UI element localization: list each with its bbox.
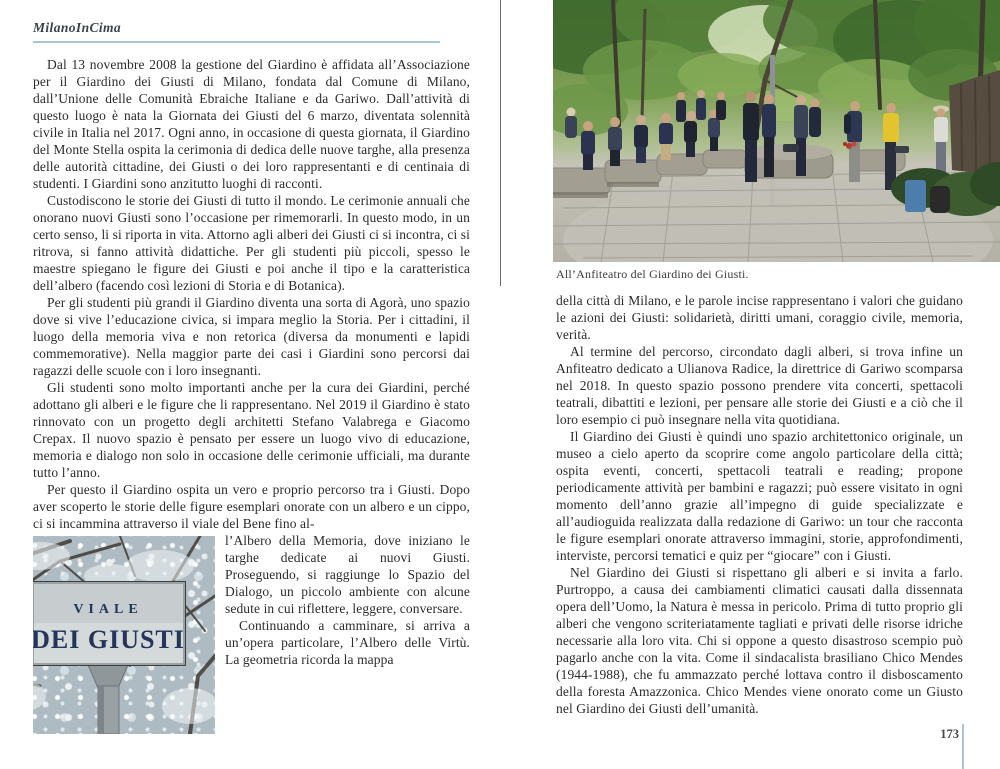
amphitheater-illustration (553, 0, 1000, 262)
paragraph: della città di Milano, e le parole incise rappresentano i valori che guidano le azioni dei Giusti: solidarietà, diritti umani, coraggio civile, memoria, verità. (556, 293, 963, 342)
page-number-rule (962, 724, 964, 769)
paragraph: Al termine del percorso, circondato dagli alberi, si trova infine un Anfiteatro dedicato a Ulianova Radice, la direttrice di Gariwo scomparsa nel 2018. In questo spazio possono prendere vita concerti, spettacoli teatrali, dibattiti e lezioni, per pensare alle storie dei Giusti e a ciò che il loro esempio ci può insegnare nella vita quotidiana. (556, 344, 963, 427)
header-rule (33, 41, 440, 43)
paragraph: Continuando a camminare, si arriva a un’opera particolare, l’Albero delle Virtù. La geometria ricorda la mappa (225, 618, 470, 667)
paragraph: Per questo il Giardino ospita un vero e proprio percorso tra i Giusti. Dopo aver scoperto le storie delle figure esemplari onorate con un albero e un cippo, ci si incammina attraverso il viale del Bene fino al- (33, 482, 470, 531)
paragraph: l’Albero della Memoria, dove iniziano le targhe dedicate ai nuovi Giusti. Proseguendo, si raggiunge lo Spazio del Dialogo, un piccolo ambiente con alcune sedute in cui riflettere, leggere, conversare. (225, 533, 470, 616)
page-number: 173 (940, 727, 959, 741)
sign-line1: VIALE (73, 602, 143, 617)
gutter-rule (500, 0, 501, 286)
paragraph: Il Giardino dei Giusti è quindi uno spazio architettonico originale, un museo a cielo aperto da scoprire come angolo particolare della città; ospita eventi, concerti, spettacoli teatrali e reading; propone periodicamente attività per bambini e ragazzi; può essere visitato in ogni momento dell’anno grazie all’impegno di guide specializzate e all’audioguida realizzata dalla redazione di Gariwo: un tour che racconta le figure esemplari onorate attraverso immagini, storie, approfondimenti, interviste, percorsi tematici e quiz per “giocare” con i Giusti. (556, 429, 963, 563)
sign-line2: DEI GIUSTI (31, 625, 185, 654)
right-page-body (556, 292, 963, 717)
sign-photo-illustration (33, 536, 215, 734)
amphitheater-photo (553, 0, 1000, 262)
paragraph: Gli studenti sono molto importanti anche per la cura dei Giardini, perché adottano gli alberi e le figure che li rappresentano. Nel 2019 il Giardino è stato rinnovato con un progetto degli architetti Stefano Valabrega e Giacomo Crepax. Il nuovo spazio è pensato per essere un luogo vivo di educazione, memoria e dialogo non solo in occasione delle cerimonie ufficiali, ma durante tutto l’anno. (33, 380, 470, 480)
paragraph: Dal 13 novembre 2008 la gestione del Giardino è affidata all’Associazione per il Giardino dei Giusti di Milano, fondata dal Comune di Milano, dall’Unione delle Comunità Ebraiche Italiane e da Gariwo. Dall’attività di questo luogo è nata la Giornata dei Giusti del 6 marzo, diventata solennità civile in Italia nel 2017. Ogni anno, in occasione di questa giornata, il Giardino del Monte Stella ospita la cerimonia di dedica delle nuove targhe, alla presenza delle autorità cittadine, dei Giusti o dei loro rappresentanti e di centinaia di studenti. I Giardini sono anzitutto luoghi di racconti. (33, 57, 470, 191)
left-page-body (33, 56, 470, 769)
photo-caption: All’Anfiteatro del Giardino dei Giusti. (556, 267, 749, 281)
viale-dei-giusti-sign-photo (33, 536, 215, 734)
paragraph: Nel Giardino dei Giusti si rispettano gli alberi e si invita a farlo. Purtroppo, a causa dei cambiamenti climatici causati dalla dissennata opera dell’Uomo, la Natura è messa in pericolo. Prima di tutto proprio gli alberi che vengono scriteriatamente tagliati e privati delle risorse idriche necessarie alla loro vita. Chi si oppone a questo disastroso scempio può pagarlo anche con la vita. Come il sindacalista brasiliano Chico Mendes (1944-1988), che fu ammazzato perché lottava contro il disboscamento della foresta Amazzonica. Chico Mendes viene onorato come un Giusto nel Giardino dei Giusti dell’umanità. (556, 565, 963, 716)
running-head: MilanoInCima (33, 20, 122, 35)
paragraph: Custodiscono le storie dei Giusti di tutto il mondo. Le cerimonie annuali che onorano nuovi Giusti sono l’occasione per rimemorarli. In questo modo, in un certo senso, li si riporta in vita. Attorno agli alberi dei Giusti ci si incontra, ci si ritrova, si fanno attività didattiche. Per gli studenti più piccoli, spesso le maestre spiegano le figure dei Giusti e poi anche il tipo e la caratteristica dell’albero (facendo così lezioni di Storia e di Botanica). (33, 193, 470, 293)
paragraph: Per gli studenti più grandi il Giardino diventa una sorta di Agorà, uno spazio dove si vive l’educazione civica, si impara meglio la Storia. Per i cittadini, il luogo della memoria viva e non retorica (diversa da monumenti e lapidi commemorative). Nella maggior parte dei casi i Giardini sono percorsi dai ragazzi delle scuole con i loro insegnanti. (33, 295, 470, 378)
